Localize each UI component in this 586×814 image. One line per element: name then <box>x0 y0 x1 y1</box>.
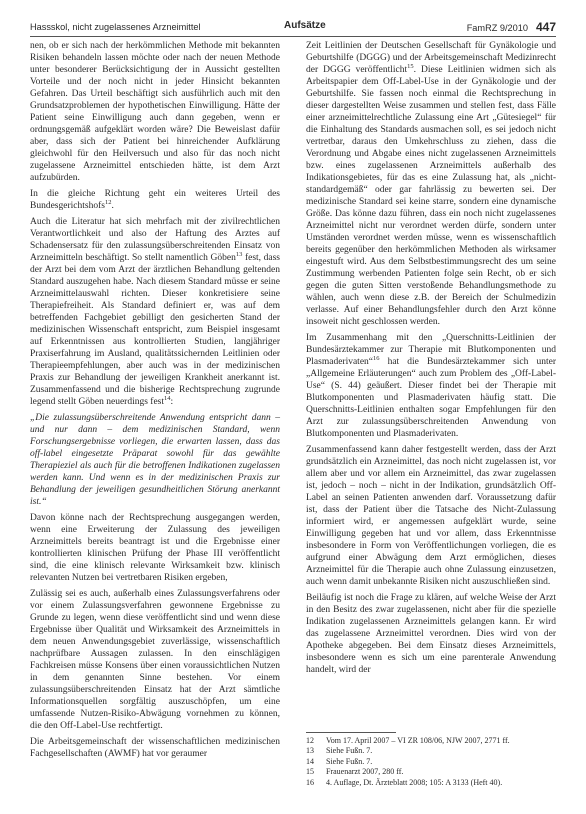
page-number: 447 <box>535 20 556 34</box>
paragraph: Zeit Leitlinien der Deutschen Gesellschaft für Gynäkologie und Geburtshilfe (DGGG) und der Arbeitsgemeinschaft Medizinrecht der DGGG veröffentlicht$^{15}$. Diese Leitlinien widmen sich als Arbeitspapier dem Off-Label-Use in der Gynäkologie und der Geburtshilfe. Sie fassen noch einmal die Rechtsprechung in dieser dargestellten Weise zusammen und stellen fest, dass Fälle einer arzneimittelrechtliche Zulassung eine Art „Gütesiegel“ für die Einhaltung des Standards ausmachen soll, es sei jedoch nicht vertretbar, daraus den Umkehrschluss zu ziehen, dass die Verordnung und Abgabe eines nicht zugelassenen Arzneimittels bzw. eines zugelassenen Arzneimittels außerhalb des Indikationsgebietes, für das es eine Zulassung hat, als „nicht-standardgemäß“ oder gar fahrlässig zu bewerten sei. Der medizinische Standard sei keine starre, sondern eine dynamische Größe. Das könne dazu führen, dass ein noch nicht zugelassenes Arzneimittel nicht nur verordnet werden dürfe, sondern unter Umständen verordnet werden müsse, wenn es wissenschaftlich bereits gegenüber den herkömmlichen Methoden als wirksamer eingestuft wird. Aus dem Selbstbestimmungsrecht des um seine Zustimmung werbenden Patienten folge sein Recht, ob er sich gegen die guten Sitten verstoßende Behandlungsmethode zu wählen, auch wenn diese z.B. der Bereich der Schulmedizin verlasse. Auf einer Behandlungsfehler durch den Arzt könne insoweit nicht geschlossen werden. <box>306 41 556 327</box>
paragraph: Davon könne nach der Rechtsprechung ausgegangen werden, wenn eine Erweiterung der Zulassung des jeweiligen Arzneimittels bereits beantragt ist und die Ergebnisse einer kontrollierten klinischen Prüfung der Phase III veröffentlicht sind, die eine klinisch relevante Wirksamkeit bzw. klinisch relevanten Nutzen bei vertretbaren Risiken ergeben, <box>30 513 280 583</box>
paragraph: Zusammenfassend kann daher festgestellt werden, dass der Arzt grundsätzlich ein Arzneimittel, das noch nicht zugelassen ist, vor allem aber und vor allem ein Arzneimittel, das zwar zugelassen ist, jedoch – noch – nicht in der Indikation, grundsätzlich Off-Label an seinen Patienten anwenden darf. Voraussetzung dafür ist, dass der Patient über die Tatsache des Nicht-Zulassung informiert wird, er angemessen aufgeklärt wurde, seine Einwilligung gegeben hat und vor allem, dass Erkenntnisse insbesondere in Form von Veröffentlichungen vorliegen, die es aufgrund einer Abwägung dem Arzt ermöglichen, dieses Arzneimittel für die Therapie auch ohne Zulassung einzusetzen, auch wenn damit unbekannte Risiken nicht auszuschließen sind. <box>306 445 556 587</box>
footnote-ref[interactable]: 15 <box>407 62 414 70</box>
footnote: 16 4. Auflage, Dt. Ärzteblatt 2008; 105: A 3133 (Heft 40). <box>306 777 503 787</box>
footnote: 13 Siehe Fußn. 7. <box>306 746 373 756</box>
footnotes <box>306 736 556 788</box>
right-column <box>306 40 556 680</box>
block-quote: „Die zulassungsüberschreitende Anwendung entspricht dann – und nur dann – dem medizinischen Standard, wenn Forschungsergebnisse vorliegen, die erwarten lassen, dass das off-label eingesetzte Präparat sowohl für das gewählte Therapieziel als auch für die betroffenen Indikationen zugelassen werden kann. Und wenn es in der medizinischen Praxis zur Behandlung der jeweiligen gesundheitlichen Störung anerkannt ist.“ <box>30 413 280 507</box>
footnote-ref[interactable]: 13 <box>235 250 243 258</box>
header-right <box>467 20 556 34</box>
footnote: 15 Frauenarzt 2007, 280 ff. <box>306 767 404 777</box>
paragraph: Zulässig sei es auch, außerhalb eines Zulassungsverfahrens oder vor einem Zulassungsverfahren gewonnene Ergebnisse zu Grunde zu legen, wenn diese veröffentlicht sind und wenn diese Ergebnisse über Qualität und Wirksamkeit des Arzneimittels in dem neuen Anwendungsgebiet zuverlässige, wissenschaftlich nachprüfbare Aussagen zulassen. In den einschlägigen Fachkreisen müsse Konsens über einen voraussichtlichen Nutzen in dem genannten Sinne bestehen. Vor einem zulassungsüberschreitenden Einsatz hat der Arzt sämtliche Informationsquellen sorgfältig auszuschöpfen, um eine umfassende Nutzen-Risiko-Abwägung vornehmen zu können, die den Off-Label-Use rechtfertigt. <box>30 589 280 731</box>
paragraph: Beiläufig ist noch die Frage zu klären, auf welche Weise der Arzt in den Besitz des zwar zugelassenen, nicht aber für die spezielle Indikation zugelassenen Arzneimittels gelangen kann. Er wird das zugelassene Arzneimittel verordnen. Dies wird von der Apotheke abgegeben. Bei dem Einsatz dieses Arzneimittels, insbesondere wenn es sich um eine parenterale Anwendung handelt, wird der <box>306 593 556 675</box>
footnote: 12 Vom 17. April 2007 – VI ZR 108/06, NJW 2007, 2771 ff. <box>306 736 510 745</box>
header-author: Hassskol, nicht zugelassenes Arzneimittel <box>30 22 201 32</box>
paragraph: In die gleiche Richtung geht ein weiteres Urteil des Bundesgerichtshofs$^{12}$. <box>30 189 280 211</box>
header-section: Aufsätze <box>284 20 326 31</box>
footnote-ref[interactable]: 16 <box>373 354 380 362</box>
paragraph: Die Arbeitsgemeinschaft der wissenschaftlichen medizinischen Fachgesellschaften (AWMF) hat vor geraumer <box>30 737 280 759</box>
paragraph: nen, ob er sich nach der herkömmlichen Methode mit bekannten Risiken behandeln lassen möchte oder nach der neuen Methode unter besonderer Berücksichtigung der in Aussicht gestellten Vorteile und der noch nicht in jeder Hinsicht bekannten Gefahren. Das Urteil beschäftigt sich ausführlich auch mit den Grundsatzproblemen der hypothetischen Einwilligung. Hätte der Patient seine Einwilligung auch dann gegeben, wenn er ordnungsgemäß aufgeklärt worden wäre? Die Beweislast dafür aber, dass sich der Patient bei hinreichender Aufklärung gleichwohl für den Heilversuch und also für das noch nicht zugelassene Arzneimittel entschieden hätte, ist dem Arzt aufzubürden. <box>30 41 280 183</box>
left-column <box>30 40 280 764</box>
footnote-ref[interactable]: 12 <box>104 198 112 206</box>
paragraph: Im Zusammenhang mit den „Querschnitts-Leitlinien der Bundesärztekammer zur Therapie mit Blutkomponenten und Plasmaderivaten“$^{16}$ hat die Bundesärztekammer sich unter „Allgemeine Erläuterungen“ auch zum Problem des „Off-Label-Use“ (S. 44) geäußert. Dieser findet bei der Therapie mit Blutkomponenten und Plasmaderivaten häufig statt. Die Querschnitts-Leitlinien enthalten sogar Empfehlungen für den Arzt zur zulassungsüberschreitenden Anwendung von Blutkomponenten und Plasmaderivaten. <box>306 333 556 439</box>
footnote-rule <box>306 732 396 733</box>
footnote: 14 Siehe Fußn. 7. <box>306 756 373 766</box>
paragraph: Auch die Literatur hat sich mehrfach mit der zivilrechtlichen Verantwortlichkeit und also der Haftung des Arztes auf Schadensersatz für den zulassungsüberschreitenden Einsatz von Arzneimitteln beschäftigt. So stellt namentlich Göben$^{13}$ fest, dass der Arzt bei dem vom Arzt der ärztlichen Behandlung geltenden Standard auszugehen habe. Nach diesem Standard müsse er seine Arzneimittelauswahl richten. Dieser konkretisiere seine Therapiefreiheit. Als Standard definiert er, was auf dem betreffenden Fachgebiet gebilligt den gesicherten Stand der medizinischen Wissenschaft entspricht, zum Beispiel insgesamt auf Erkenntnissen aus kontrollierten Studien, langjähriger Praxiserfahrung im Ausland, qualitätssichernden Leitlinien oder Therapieempfehlungen, aber auch was in der medizinischen Praxis zur Behandlung der jeweiligen Krankheit anerkannt ist. Zusammenfassend und die bisherige Rechtsprechung zugrunde legend stellt Göben neuerdings fest$^{14}$: <box>30 217 281 407</box>
footnote-ref[interactable]: 14 <box>164 394 171 402</box>
header-journal: FamRZ 9/2010 <box>466 23 528 33</box>
header-rule <box>30 36 556 37</box>
running-header <box>30 20 556 36</box>
